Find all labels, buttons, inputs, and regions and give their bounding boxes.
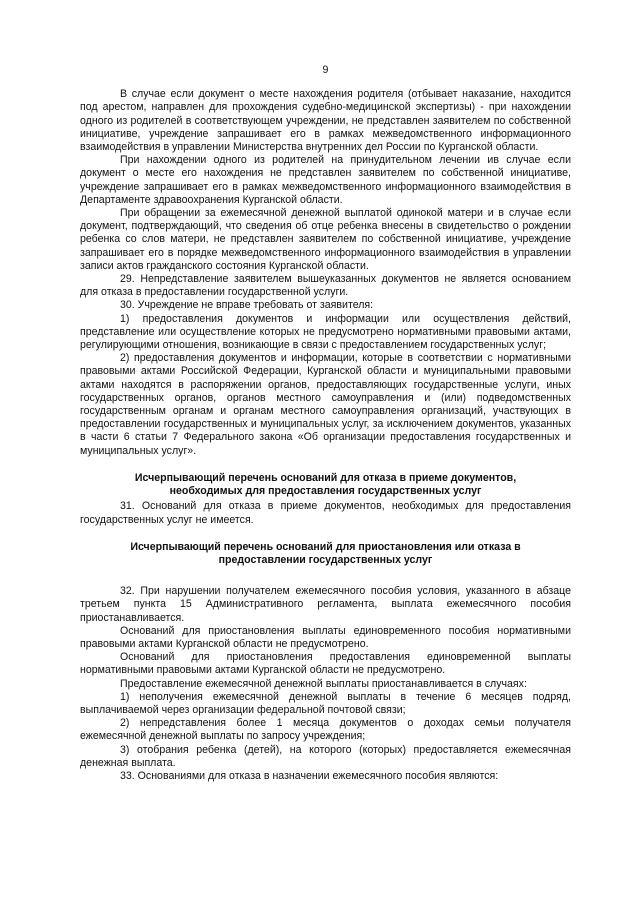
- paragraph-29: 29. Непредставление заявителем вышеуказанных документов не является основанием для отказа в предоставлении государственной услуги.: [80, 273, 571, 299]
- paragraph-single-mother: При обращении за ежемесячной денежной выплатой одинокой матери и в случае если документ, подтверждающий, что сведения об отце ребенка внесены в свидетельство о рождении ребенка со слов матери, не представлен заявителем по собственной инициативе, учреждение запрашивает его в порядке межведомственного информационного взаимодействия в управлении записи актов гражданского состояния Курганской области.: [80, 207, 571, 272]
- paragraph-parent-location: В случае если документ о месте нахождения родителя (отбывает наказание, находится под арестом, направлен для прохождения судебно-медицинской экспертизы) - при нахождении одного из родителей в соответствующем учреждении, не представлен заявителем по собственной инициативе, учреждение запрашивает его в рамках межведомственного информационного взаимодействия в управлении Министерства внутренних дел России по Курганской области.: [80, 88, 571, 154]
- paragraph-suspension-item-1: 1) неполучения ежемесячной денежной выплаты в течение 6 месяцев подряд, выплачиваемой через организации федеральной почтовой связи;: [80, 690, 571, 716]
- paragraph-monthly-payment-suspension: Предоставление ежемесячной денежной выплаты приостанавливается в случаях:: [120, 677, 527, 690]
- paragraph-suspension-item-3: 3) отобрания ребенка (детей), на которого (которых) предоставляется ежемесячная денежная выплата.: [80, 743, 571, 769]
- paragraph-30: 30. Учреждение не вправе требовать от заявителя:: [120, 299, 374, 312]
- section-heading-suspension-refusal: Исчерпывающий перечень оснований для приостановления или отказа в предоставлении государственных услуг: [130, 540, 521, 566]
- paragraph-compulsory-treatment: При нахождении одного из родителей на принудительном лечении ив случае если документ о месте его нахождения не представлен заявителем по собственной инициативе, учреждение запрашивает его в рамках межведомственного информационного взаимодействия в Департаменте здравоохранения Курганской области.: [80, 154, 571, 206]
- paragraph-lump-sum-payment: Оснований для приостановления предоставления единовременной выплаты нормативными правовыми актами Курганской области не предусмотрено.: [80, 651, 571, 677]
- page-number: 9: [322, 64, 329, 76]
- paragraph-32: 32. При нарушении получателем ежемесячного пособия условия, указанного в абзаце третьем пункта 15 Административного регламента, выплата ежемесячного пособия приостанавливается.: [80, 585, 571, 624]
- document-page: [80, 64, 571, 783]
- section-heading-refusal-acceptance: Исчерпывающий перечень оснований для отказа в приеме документов, необходимых для предоставления государственных услуг: [134, 471, 517, 498]
- paragraph-33: 33. Основаниями для отказа в назначении ежемесячного пособия являются:: [120, 769, 499, 782]
- paragraph-lump-sum-allowance: Оснований для приостановления выплаты единовременного пособия нормативными правовыми актами Курганской области не предусмотрено.: [80, 624, 571, 650]
- paragraph-31: 31. Оснований для отказа в приеме документов, необходимых для предоставления государственных услуг не имеется.: [80, 500, 571, 526]
- paragraph-suspension-item-2: 2) непредставления более 1 месяца документов о доходах семьи получателя ежемесячной денежной выплаты по запросу учреждения;: [80, 717, 571, 743]
- paragraph-30-item-2: 2) предоставления документов и информации, которые в соответствии с нормативными правовыми актами Российской Федерации, Курганской области и муниципальными правовыми актами находятся в распоряжении органов, предоставляющих государственные услуги, иных государственных органов, органов местного самоуправления и (или) подведомственных государственным органам и органам местного самоуправления организаций, участвующих в предоставлении государственных и муниципальных услуг, за исключением документов, указанных в части 6 статьи 7 Федерального закона «Об организации предоставления государственных и муниципальных услуг».: [80, 352, 571, 457]
- paragraph-30-item-1: 1) предоставления документов и информации или осуществления действий, представление или осуществление которых не предусмотрено нормативными правовыми актами, регулирующими отношения, возникающие в связи с предоставлением государственных услуг;: [80, 312, 571, 352]
